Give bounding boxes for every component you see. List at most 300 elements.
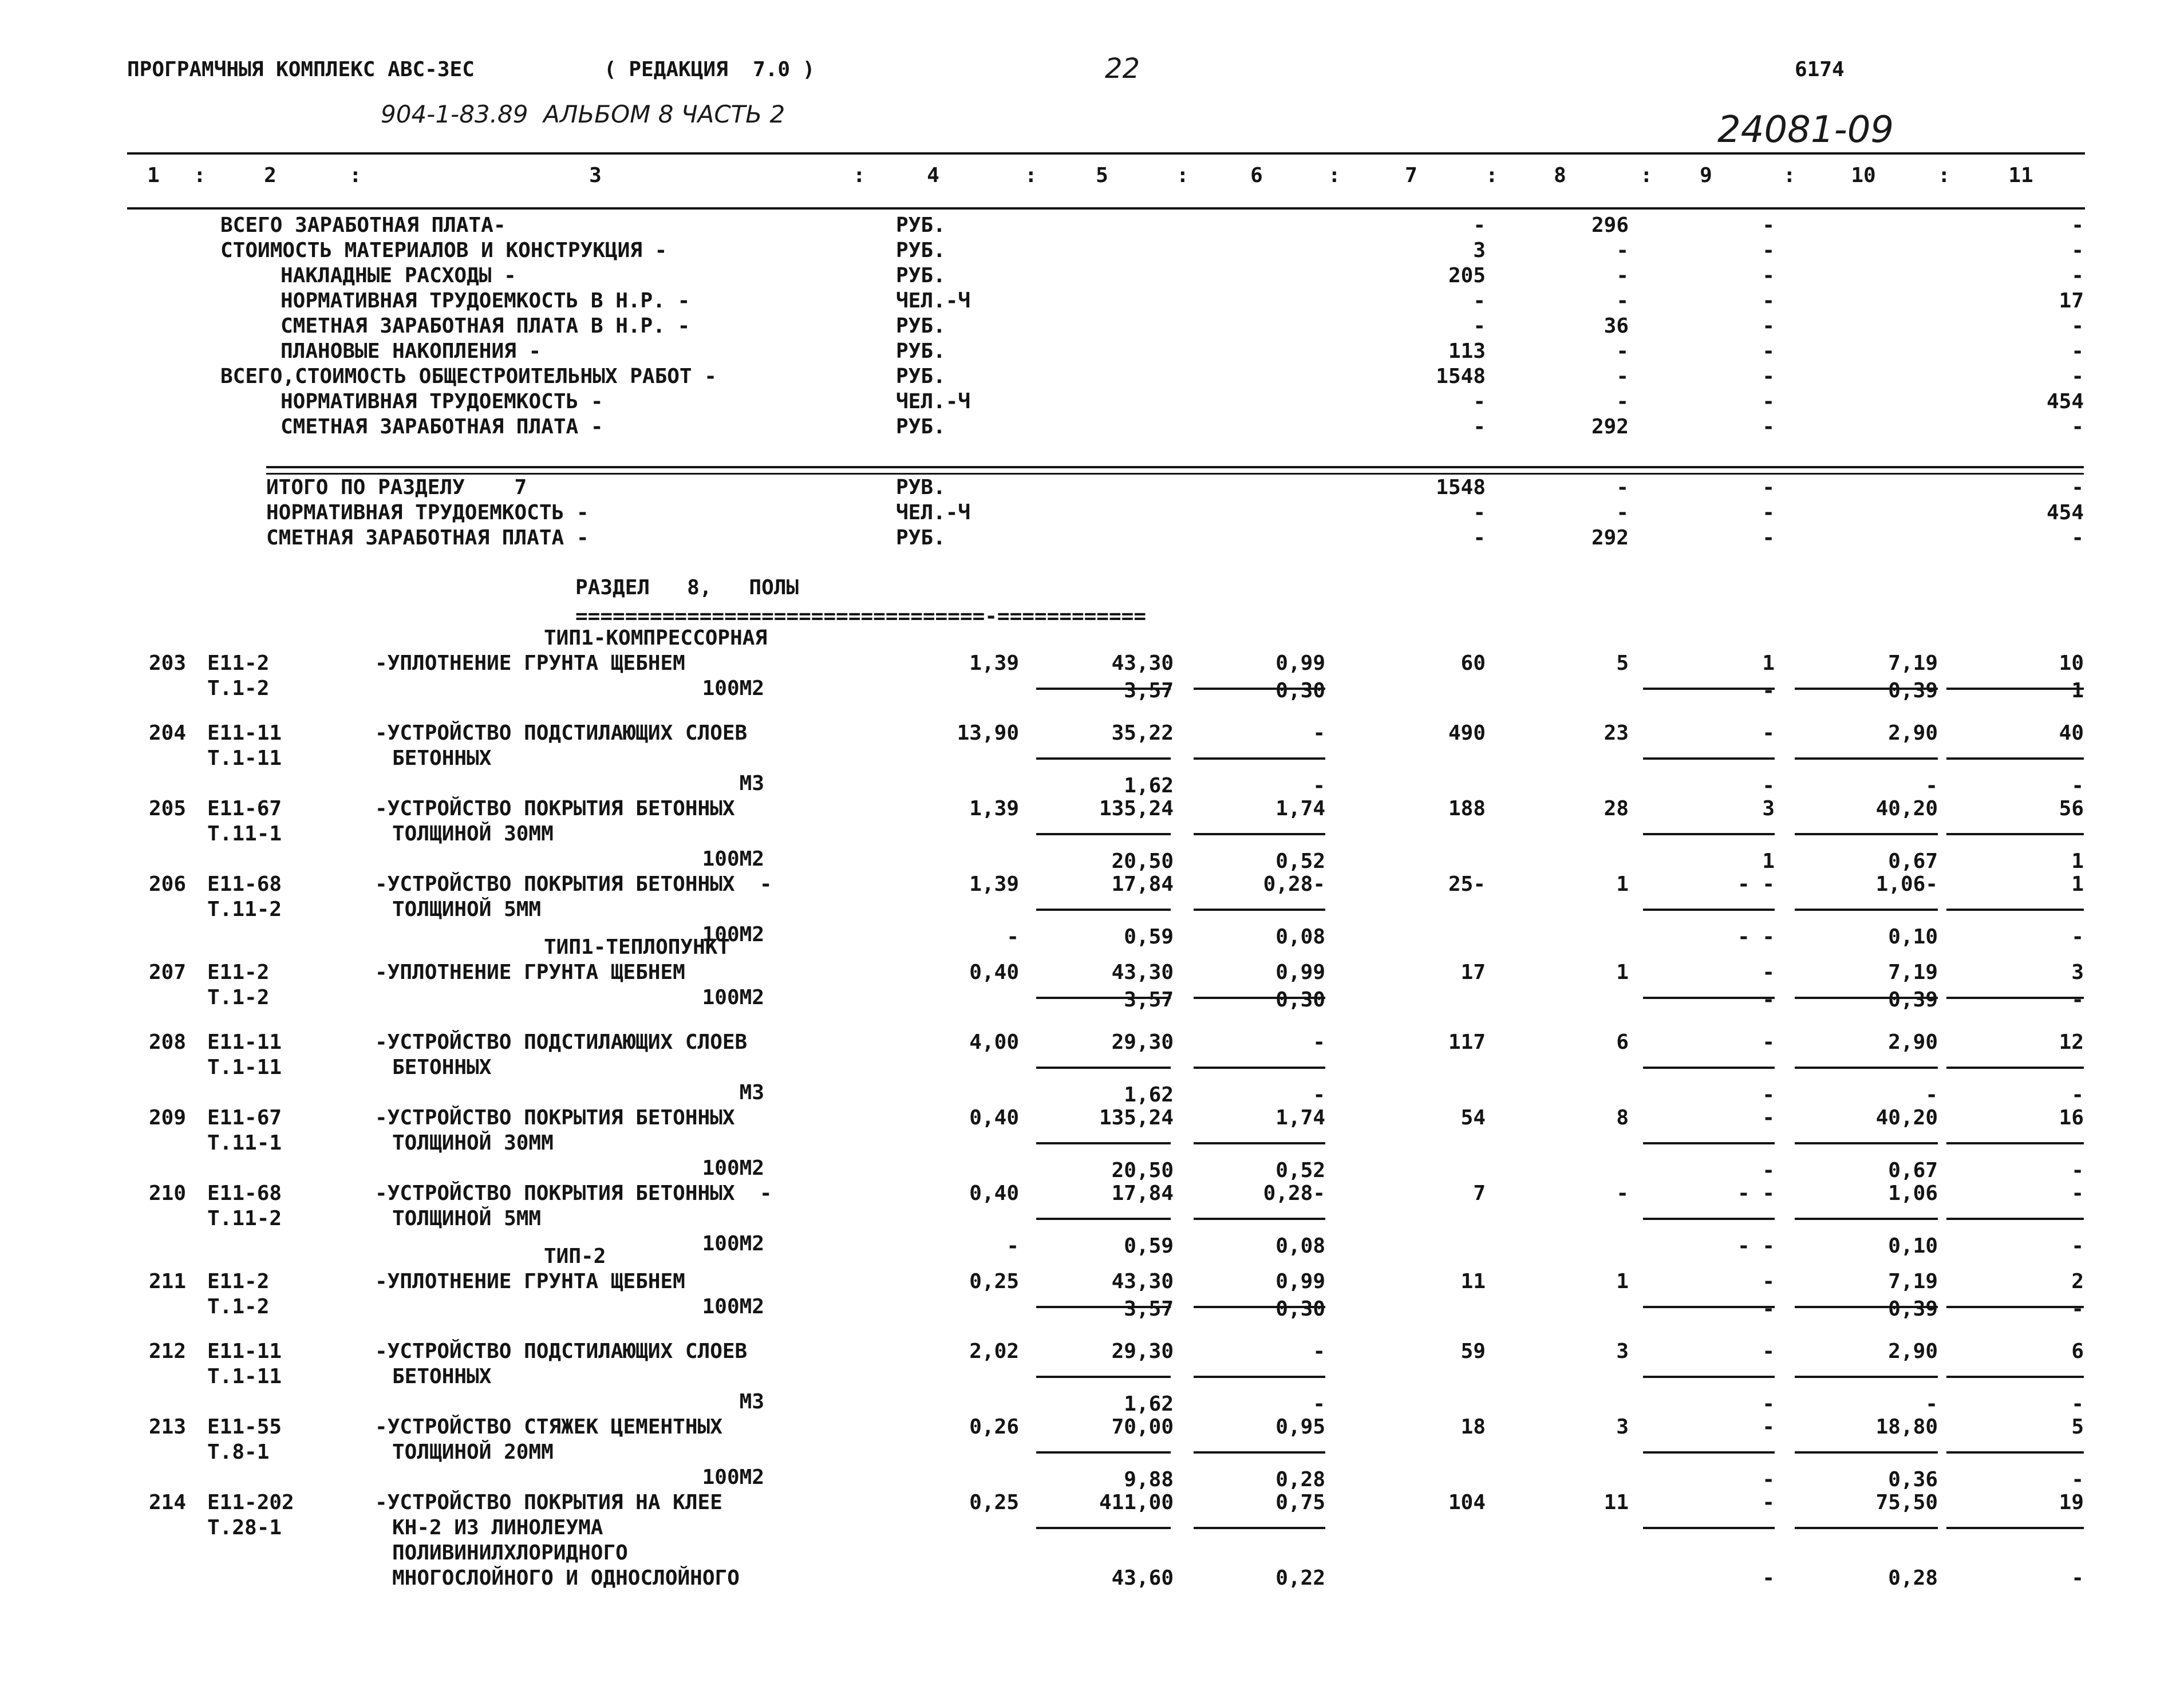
item-description: ТОЛЩИНОЙ 5ММ <box>392 898 542 921</box>
item-value-c9: - <box>1762 721 1775 745</box>
summary-value-c8: 36 <box>1604 314 1629 338</box>
item-ref: Т.1-2 <box>207 677 270 700</box>
item-value-c10: 18,80 <box>1875 1415 1938 1439</box>
item-subvalue-c9: - <box>1762 1566 1775 1590</box>
column-header-10: 10 <box>1851 164 1876 187</box>
item-value-c10: 40,20 <box>1875 797 1938 820</box>
item-value-c8: 1 <box>1616 961 1629 984</box>
item-description: -УСТРОЙСТВО ПОДСТИЛАЮЩИХ СЛОЕВ <box>375 721 748 745</box>
header-rule-bottom <box>127 207 2085 210</box>
summary-value-c11: - <box>2071 415 2084 439</box>
item-rule-c5 <box>1036 1527 1171 1529</box>
item-rule-c5 <box>1036 1142 1171 1144</box>
item-value-c8: 3 <box>1616 1415 1629 1439</box>
summary-value-c11: - <box>2071 314 2084 338</box>
item-rule-c9 <box>1643 909 1775 911</box>
item-rule-c11 <box>1946 1376 2084 1378</box>
item-description: -УСТРОЙСТВО ПОКРЫТИЯ БЕТОННЫХ - <box>375 872 772 896</box>
item-rule-c6 <box>1194 1218 1325 1220</box>
item-subvalue-c5: 1,62 <box>1124 1083 1174 1107</box>
item-value-c4: 0,26 <box>969 1415 1019 1439</box>
column-header-4: 4 <box>927 164 939 187</box>
summary-unit: РУБ. <box>896 264 946 287</box>
item-description: -УСТРОЙСТВО СТЯЖЕК ЦЕМЕНТНЫХ <box>375 1415 722 1439</box>
item-subvalue-c9: - <box>1762 774 1775 797</box>
group-heading: ТИП1-ТЕПЛОПУНКТ <box>544 935 730 959</box>
item-value-c4: 2,02 <box>969 1340 1019 1363</box>
item-value-c11: 6 <box>2071 1340 2084 1363</box>
summary-unit: ЧЕЛ.-Ч <box>896 289 971 313</box>
summary-value-c8: - <box>1616 289 1629 313</box>
item-value-c4: 1,39 <box>969 651 1019 675</box>
item-rule-c9 <box>1643 1527 1775 1529</box>
item-number: 213 <box>148 1415 186 1439</box>
item-description: -УПЛОТНЕНИЕ ГРУНТА ЩЕБНЕМ <box>375 1270 685 1293</box>
item-value-c5: 411,00 <box>1099 1491 1174 1514</box>
item-subvalue-c5: 3,57 <box>1124 988 1174 1012</box>
summary-value-c11: - <box>2071 214 2084 237</box>
item-subvalue-c10: 0,67 <box>1888 1159 1938 1182</box>
item-value-c7: 188 <box>1448 797 1486 820</box>
column-separator: : <box>1783 164 1796 187</box>
item-rule-c6 <box>1194 833 1325 835</box>
section-total-unit: РУВ. <box>896 476 946 499</box>
item-subvalue-c10: 0,36 <box>1888 1468 1938 1491</box>
summary-value-c8: - <box>1616 264 1629 287</box>
item-ref: Т.1-2 <box>207 1295 270 1318</box>
item-subvalue-c9: - <box>1762 679 1775 702</box>
item-subvalue-c11: - <box>2071 925 2084 949</box>
item-subvalue-c10: 0,67 <box>1888 850 1938 873</box>
column-separator: : <box>1938 164 1950 187</box>
item-subvalue-c11: - <box>2071 1566 2084 1590</box>
item-unit: 100М2 <box>702 1295 764 1318</box>
item-rule-c9 <box>1643 833 1775 835</box>
item-subvalue-c5: 9,88 <box>1124 1468 1174 1491</box>
item-ref: Т.11-2 <box>207 1207 282 1230</box>
summary-value-c11: - <box>2071 339 2084 363</box>
summary-value-c8: 292 <box>1591 415 1629 439</box>
item-code: Е11-68 <box>207 872 282 896</box>
item-subvalue-c5: 20,50 <box>1111 850 1174 873</box>
item-number: 205 <box>148 797 186 820</box>
item-value-c5: 43,30 <box>1111 651 1174 675</box>
item-code: Е11-11 <box>207 721 282 745</box>
summary-value-c9: - <box>1762 390 1775 413</box>
item-value-c11: 12 <box>2059 1030 2084 1054</box>
item-unit: 100М2 <box>702 1156 764 1180</box>
item-value-c8: 1 <box>1616 872 1629 896</box>
summary-value-c8: - <box>1616 239 1629 262</box>
item-value-c6: - <box>1313 1340 1325 1363</box>
item-description: -УПЛОТНЕНИЕ ГРУНТА ЩЕБНЕМ <box>375 961 685 984</box>
item-value-c4: 0,25 <box>969 1270 1019 1293</box>
item-value-c8: - <box>1616 1182 1629 1205</box>
summary-value-c11: 454 <box>2046 390 2084 413</box>
item-description: МНОГОСЛОЙНОГО И ОДНОСЛОЙНОГО <box>392 1566 740 1590</box>
summary-value-c8: 296 <box>1591 214 1629 237</box>
item-value-c8: 1 <box>1616 1270 1629 1293</box>
item-value-c11: - <box>2071 1182 2084 1205</box>
item-value-c9: - <box>1762 1106 1775 1130</box>
item-value-c9: 1 <box>1762 651 1775 675</box>
item-subvalue-c11: - <box>2071 1234 2084 1258</box>
item-value-c9: - <box>1762 1270 1775 1293</box>
item-subvalue-c9: - <box>1762 988 1775 1012</box>
section-total-unit: РУБ. <box>896 526 946 550</box>
summary-label: НАКЛАДНЫЕ РАСХОДЫ - <box>281 264 516 287</box>
item-description: ПОЛИВИНИЛХЛОРИДНОГО <box>392 1541 628 1565</box>
item-value-c8: 28 <box>1604 797 1629 820</box>
item-number: 214 <box>148 1491 186 1514</box>
item-description: ТОЛЩИНОЙ 5ММ <box>392 1207 542 1230</box>
item-value-c5: 17,84 <box>1111 872 1174 896</box>
summary-label: СМЕТНАЯ ЗАРАБОТНАЯ ПЛАТА - <box>281 415 603 439</box>
item-value-c10: 40,20 <box>1875 1106 1938 1130</box>
summary-value-c7: 205 <box>1448 264 1486 287</box>
item-value-c7: 117 <box>1448 1030 1486 1054</box>
item-value-c9: - - <box>1737 1182 1775 1205</box>
item-value-c6: 1,74 <box>1275 1106 1325 1130</box>
section-total-label: ИТОГО ПО РАЗДЕЛУ 7 <box>266 476 527 499</box>
item-value-c7: 18 <box>1460 1415 1486 1439</box>
summary-value-c9: - <box>1762 365 1775 388</box>
item-value-c8: 6 <box>1616 1030 1629 1054</box>
handwritten-stamp: 24081-09 <box>1717 109 1894 151</box>
item-value-c4: 4,00 <box>969 1030 1019 1054</box>
item-value-c6: 1,74 <box>1275 797 1325 820</box>
section-total-value-c9: - <box>1762 526 1775 550</box>
item-rule-c6 <box>1194 1451 1325 1454</box>
item-subvalue-c4: - <box>1006 1234 1019 1258</box>
item-subvalue-c6: 0,22 <box>1275 1566 1325 1590</box>
item-value-c6: 0,75 <box>1275 1491 1325 1514</box>
group-heading: ТИП-2 <box>544 1245 606 1268</box>
summary-value-c7: 113 <box>1448 339 1486 363</box>
item-value-c11: 56 <box>2059 797 2084 820</box>
item-subvalue-c9: - <box>1762 1468 1775 1491</box>
item-subvalue-c9: - <box>1762 1083 1775 1107</box>
document-code: 6174 <box>1795 58 1845 81</box>
item-value-c6: 0,28- <box>1263 1182 1325 1205</box>
item-value-c11: 16 <box>2059 1106 2084 1130</box>
item-value-c11: 1 <box>2071 872 2084 896</box>
item-value-c6: 0,99 <box>1275 1270 1325 1293</box>
item-subvalue-c5: 3,57 <box>1124 1297 1174 1321</box>
section-total-value-c7: 1548 <box>1436 476 1486 499</box>
item-number: 203 <box>148 651 186 675</box>
item-rule-c5 <box>1036 1376 1171 1378</box>
item-ref: Т.1-2 <box>207 986 270 1009</box>
section-total-value-c9: - <box>1762 476 1775 499</box>
item-code: Е11-11 <box>207 1030 282 1054</box>
item-rule-c9 <box>1643 1067 1775 1069</box>
item-rule-c9 <box>1643 757 1775 760</box>
item-subvalue-c11: - <box>2071 988 2084 1012</box>
summary-value-c11: - <box>2071 239 2084 262</box>
summary-value-c11: 17 <box>2059 289 2084 313</box>
item-rule-c11 <box>1946 757 2084 760</box>
summary-value-c7: - <box>1473 415 1486 439</box>
item-subvalue-c11: - <box>2071 1468 2084 1491</box>
item-rule-c11 <box>1946 833 2084 835</box>
item-subvalue-c11: - <box>2071 1159 2084 1182</box>
item-rule-c10 <box>1795 1218 1938 1220</box>
item-value-c8: 8 <box>1616 1106 1629 1130</box>
summary-unit: РУБ. <box>896 239 946 262</box>
item-subvalue-c6: 0,30 <box>1275 679 1325 702</box>
item-value-c4: 1,39 <box>969 872 1019 896</box>
summary-label: СМЕТНАЯ ЗАРАБОТНАЯ ПЛАТА В Н.Р. - <box>281 314 690 338</box>
item-subvalue-c6: 0,52 <box>1275 1159 1325 1182</box>
item-description: -УСТРОЙСТВО ПОКРЫТИЯ НА КЛЕЕ <box>375 1491 722 1514</box>
item-rule-c11 <box>1946 1527 2084 1529</box>
item-subvalue-c10: - <box>1925 1392 1938 1416</box>
item-subvalue-c11: - <box>2071 1297 2084 1321</box>
summary-value-c7: - <box>1473 390 1486 413</box>
item-rule-c5 <box>1036 1218 1171 1220</box>
item-value-c7: 104 <box>1448 1491 1486 1514</box>
summary-value-c9: - <box>1762 239 1775 262</box>
summary-unit: ЧЕЛ.-Ч <box>896 390 971 413</box>
item-value-c8: 5 <box>1616 651 1629 675</box>
item-rule-c6 <box>1194 1527 1325 1529</box>
section-total-value-c7: - <box>1473 526 1486 550</box>
item-code: Е11-11 <box>207 1340 282 1363</box>
item-code: Е11-2 <box>207 651 270 675</box>
item-value-c7: 54 <box>1460 1106 1486 1130</box>
summary-value-c8: - <box>1616 339 1629 363</box>
item-value-c11: 2 <box>2071 1270 2084 1293</box>
summary-value-c8: - <box>1616 365 1629 388</box>
item-value-c6: 0,28- <box>1263 872 1325 896</box>
item-subvalue-c9: - <box>1762 1297 1775 1321</box>
item-rule-c6 <box>1194 1142 1325 1144</box>
item-value-c10: 7,19 <box>1888 651 1938 675</box>
item-ref: Т.11-1 <box>207 822 282 846</box>
item-subvalue-c10: 0,10 <box>1888 925 1938 949</box>
item-unit: 100М2 <box>702 923 764 946</box>
item-value-c10: 7,19 <box>1888 1270 1938 1293</box>
item-number: 209 <box>148 1106 186 1130</box>
item-unit: М3 <box>739 772 764 795</box>
item-value-c6: 0,99 <box>1275 651 1325 675</box>
item-description: -УСТРОЙСТВО ПОДСТИЛАЮЩИХ СЛОЕВ <box>375 1340 748 1363</box>
section-total-value-c8: - <box>1616 501 1629 524</box>
item-value-c7: 25- <box>1448 872 1486 896</box>
item-subvalue-c10: - <box>1925 774 1938 797</box>
item-rule-c10 <box>1795 1142 1938 1144</box>
summary-value-c9: - <box>1762 339 1775 363</box>
summary-value-c9: - <box>1762 314 1775 338</box>
item-subvalue-c9: - <box>1762 1392 1775 1416</box>
item-rule-c9 <box>1643 1142 1775 1144</box>
item-description: -УСТРОЙСТВО ПОКРЫТИЯ БЕТОННЫХ <box>375 1106 735 1130</box>
item-rule-c10 <box>1795 757 1938 760</box>
item-value-c4: 13,90 <box>957 721 1019 745</box>
item-code: Е11-68 <box>207 1182 282 1205</box>
summary-value-c8: - <box>1616 390 1629 413</box>
item-value-c11: 3 <box>2071 961 2084 984</box>
item-value-c5: 135,24 <box>1099 797 1174 820</box>
item-subvalue-c11: 1 <box>2071 679 2084 702</box>
summary-unit: РУБ. <box>896 415 946 439</box>
section-total-value-c11: - <box>2071 526 2084 550</box>
item-value-c8: 23 <box>1604 721 1629 745</box>
column-separator: : <box>193 164 206 187</box>
item-value-c6: - <box>1313 1030 1325 1054</box>
summary-label: ПЛАНОВЫЕ НАКОПЛЕНИЯ - <box>281 339 542 363</box>
item-subvalue-c9: - <box>1762 1159 1775 1182</box>
album-reference: 904-1-83.89 АЛЬБОМ 8 ЧАСТЬ 2 <box>381 100 785 128</box>
item-subvalue-c5: 0,59 <box>1124 925 1174 949</box>
section-underline: =================================-============ <box>575 605 1146 628</box>
section-total-value-c9: - <box>1762 501 1775 524</box>
item-value-c9: - <box>1762 1491 1775 1514</box>
item-description: ТОЛЩИНОЙ 30ММ <box>392 1131 554 1155</box>
section-total-value-c7: - <box>1473 501 1486 524</box>
item-value-c8: 3 <box>1616 1340 1629 1363</box>
item-subvalue-c11: - <box>2071 1392 2084 1416</box>
column-header-2: 2 <box>264 164 277 187</box>
item-description: БЕТОННЫХ <box>392 1056 492 1079</box>
summary-label: НОРМАТИВНАЯ ТРУДОЕМКОСТЬ - <box>281 390 603 413</box>
item-rule-c10 <box>1795 1451 1938 1454</box>
item-subvalue-c10: 0,28 <box>1888 1566 1938 1590</box>
summary-label: ВСЕГО,СТОИМОСТЬ ОБЩЕСТРОИТЕЛЬНЫХ РАБОТ - <box>220 365 717 388</box>
item-number: 206 <box>148 872 186 896</box>
item-subvalue-c10: 0,10 <box>1888 1234 1938 1258</box>
item-value-c10: 2,90 <box>1888 1340 1938 1363</box>
section-total-value-c11: 454 <box>2046 501 2084 524</box>
item-value-c6: - <box>1313 721 1325 745</box>
item-description: КН-2 ИЗ ЛИНОЛЕУМА <box>392 1516 603 1539</box>
item-code: Е11-2 <box>207 1270 270 1293</box>
summary-value-c7: - <box>1473 289 1486 313</box>
item-subvalue-c11: - <box>2071 1083 2084 1107</box>
summary-unit: РУБ. <box>896 214 946 237</box>
item-code: Е11-202 <box>207 1491 294 1514</box>
item-value-c7: 490 <box>1448 721 1486 745</box>
group-heading: ТИП1-КОМПРЕССОРНАЯ <box>544 626 768 650</box>
item-value-c5: 17,84 <box>1111 1182 1174 1205</box>
item-code: Е11-67 <box>207 1106 282 1130</box>
column-separator: : <box>1640 164 1653 187</box>
column-header-7: 7 <box>1405 164 1417 187</box>
item-subvalue-c5: 3,57 <box>1124 679 1174 702</box>
item-ref: Т.8-1 <box>207 1440 270 1464</box>
section-title: РАЗДЕЛ 8, ПОЛЫ <box>575 576 799 599</box>
item-value-c10: 7,19 <box>1888 961 1938 984</box>
item-rule-c5 <box>1036 1451 1171 1454</box>
item-subvalue-c6: - <box>1313 1083 1325 1107</box>
item-value-c9: - <box>1762 1340 1775 1363</box>
section-total-value-c8: 292 <box>1591 526 1629 550</box>
summary-unit: РУБ. <box>896 314 946 338</box>
item-unit: 100М2 <box>702 677 764 700</box>
page-number: 22 <box>1105 53 1140 85</box>
item-description: ТОЛЩИНОЙ 30ММ <box>392 822 554 846</box>
item-value-c7: 59 <box>1460 1340 1486 1363</box>
item-description: БЕТОННЫХ <box>392 1365 492 1388</box>
item-rule-c5 <box>1036 909 1171 911</box>
item-value-c9: - - <box>1737 872 1775 896</box>
item-subvalue-c6: - <box>1313 1392 1325 1416</box>
item-value-c9: 3 <box>1762 797 1775 820</box>
item-rule-c9 <box>1643 1218 1775 1220</box>
item-rule-c6 <box>1194 1376 1325 1378</box>
column-header-8: 8 <box>1554 164 1566 187</box>
item-number: 211 <box>148 1270 186 1293</box>
column-header-11: 11 <box>2008 164 2033 187</box>
item-subvalue-c9: - - <box>1737 1234 1775 1258</box>
item-subvalue-c9: - - <box>1737 925 1775 949</box>
column-header-1: 1 <box>147 164 160 187</box>
item-rule-c10 <box>1795 1376 1938 1378</box>
item-number: 210 <box>148 1182 186 1205</box>
item-subvalue-c10: - <box>1925 1083 1938 1107</box>
item-subvalue-c10: 0,39 <box>1888 679 1938 702</box>
item-value-c9: - <box>1762 1415 1775 1439</box>
section-total-unit: ЧЕЛ.-Ч <box>896 501 971 524</box>
item-rule-c11 <box>1946 1218 2084 1220</box>
item-description: -УСТРОЙСТВО ПОКРЫТИЯ БЕТОННЫХ <box>375 797 735 820</box>
item-number: 204 <box>148 721 186 745</box>
item-value-c10: 1,06- <box>1875 872 1938 896</box>
item-subvalue-c6: 0,30 <box>1275 1297 1325 1321</box>
item-subvalue-c11: - <box>2071 774 2084 797</box>
item-value-c10: 2,90 <box>1888 721 1938 745</box>
summary-rule-top <box>266 466 2084 468</box>
item-rule-c10 <box>1795 909 1938 911</box>
summary-value-c11: - <box>2071 264 2084 287</box>
item-subvalue-c5: 1,62 <box>1124 774 1174 797</box>
summary-value-c7: 3 <box>1473 239 1486 262</box>
item-value-c11: 19 <box>2059 1491 2084 1514</box>
item-value-c5: 35,22 <box>1111 721 1174 745</box>
item-value-c5: 135,24 <box>1099 1106 1174 1130</box>
item-unit: М3 <box>739 1081 764 1104</box>
item-value-c7: 60 <box>1460 651 1486 675</box>
item-rule-c5 <box>1036 1067 1171 1069</box>
item-value-c4: 0,40 <box>969 1182 1019 1205</box>
summary-unit: РУБ. <box>896 339 946 363</box>
item-value-c10: 2,90 <box>1888 1030 1938 1054</box>
item-rule-c10 <box>1795 1527 1938 1529</box>
item-rule-c6 <box>1194 1067 1325 1069</box>
item-value-c7: 11 <box>1460 1270 1486 1293</box>
column-separator: : <box>349 164 362 187</box>
summary-value-c7: 1548 <box>1436 365 1486 388</box>
item-ref: Т.11-1 <box>207 1131 282 1155</box>
section-total-label: СМЕТНАЯ ЗАРАБОТНАЯ ПЛАТА - <box>266 526 589 550</box>
item-value-c4: 0,40 <box>969 961 1019 984</box>
item-number: 212 <box>148 1340 186 1363</box>
item-value-c4: 0,25 <box>969 1491 1019 1514</box>
item-description: ТОЛЩИНОЙ 20ММ <box>392 1440 554 1464</box>
item-value-c6: 0,99 <box>1275 961 1325 984</box>
section-total-value-c11: - <box>2071 476 2084 499</box>
summary-value-c9: - <box>1762 289 1775 313</box>
item-rule-c11 <box>1946 1067 2084 1069</box>
item-subvalue-c9: 1 <box>1762 850 1775 873</box>
program-title: ПРОГРАМЧНЫЯ КОМПЛЕКС АВС-3ЕС <box>127 58 475 81</box>
summary-label: СТОИМОСТЬ МАТЕРИАЛОВ И КОНСТРУКЦИЯ - <box>220 239 668 262</box>
item-value-c11: 5 <box>2071 1415 2084 1439</box>
item-unit: М3 <box>739 1390 764 1413</box>
item-subvalue-c5: 43,60 <box>1111 1566 1174 1590</box>
item-value-c10: 1,06 <box>1888 1182 1938 1205</box>
